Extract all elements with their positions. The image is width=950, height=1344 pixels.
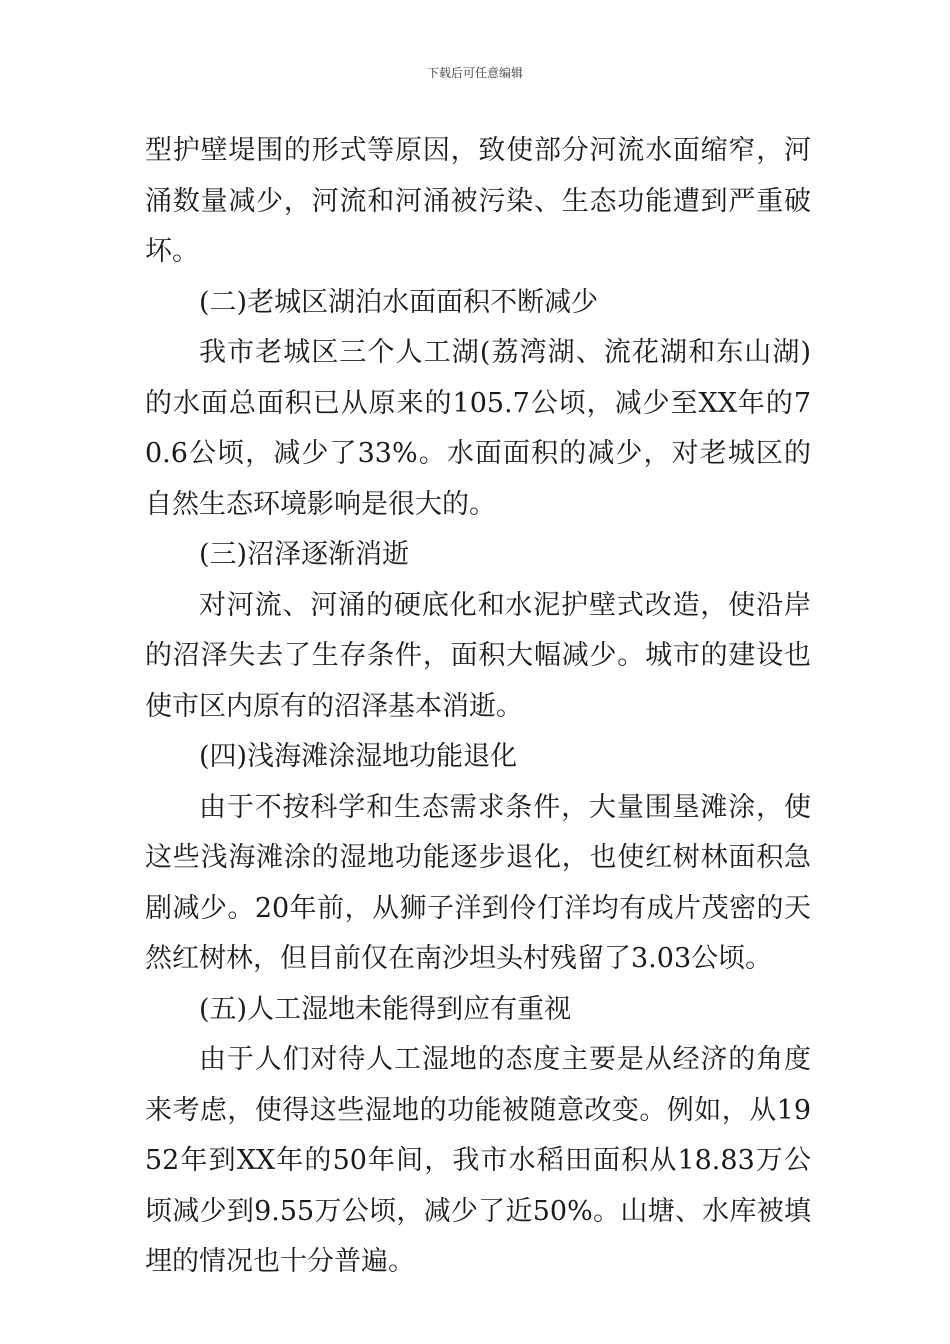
- section-heading-2: (二)老城区湖泊水面面积不断减少: [199, 286, 599, 318]
- section-heading-5: (五)人工湿地未能得到应有重视: [199, 993, 572, 1025]
- section-heading-4: (四)浅海滩涂湿地功能退化: [199, 741, 518, 772]
- document-body: [145, 126, 811, 1288]
- paragraph-artificial-wetlands: 由于人们对待人工湿地的态度主要是从经济的角度来考虑，使得这些湿地的功能被随意改变。例如，从1952年到XX年的50年间，我市水稻田面积从18.83万公顷减少到9.55万公顷，减少了近50%。山塘、水库被填埋的情况也十分普遍。: [145, 1044, 811, 1277]
- paragraph-continued: 型护壁堤围的形式等原因，致使部分河流水面缩窄，河涌数量减少，河流和河涌被污染、生态功能遭到严重破坏。: [145, 135, 811, 267]
- paragraph-marshes: 对河流、河涌的硬底化和水泥护壁式改造，使沿岸的沼泽失去了生存条件，面积大幅减少。城市的建设也使市区内原有的沼泽基本消逝。: [145, 589, 811, 722]
- section-heading-3: (三)沼泽逐渐消逝: [199, 539, 410, 570]
- paragraph-tidal-flats: 由于不按科学和生态需求条件，大量围垦滩涂，使这些浅海滩涂的湿地功能逐步退化，也使红树林面积急剧减少。20年前，从狮子洋到伶仃洋均有成片茂密的天然红树林，但目前仅在南沙坦头村残留了3.03公顷。: [145, 791, 811, 974]
- page-header: 下载后可任意编辑: [426, 66, 523, 80]
- paragraph-lakes: 我市老城区三个人工湖(荔湾湖、流花湖和东山湖)的水面总面积已从原来的105.7公顷，减少至XX年的70.6公顷，减少了33%。水面面积的减少，对老城区的自然生态环境影响是很大的。: [145, 337, 811, 520]
